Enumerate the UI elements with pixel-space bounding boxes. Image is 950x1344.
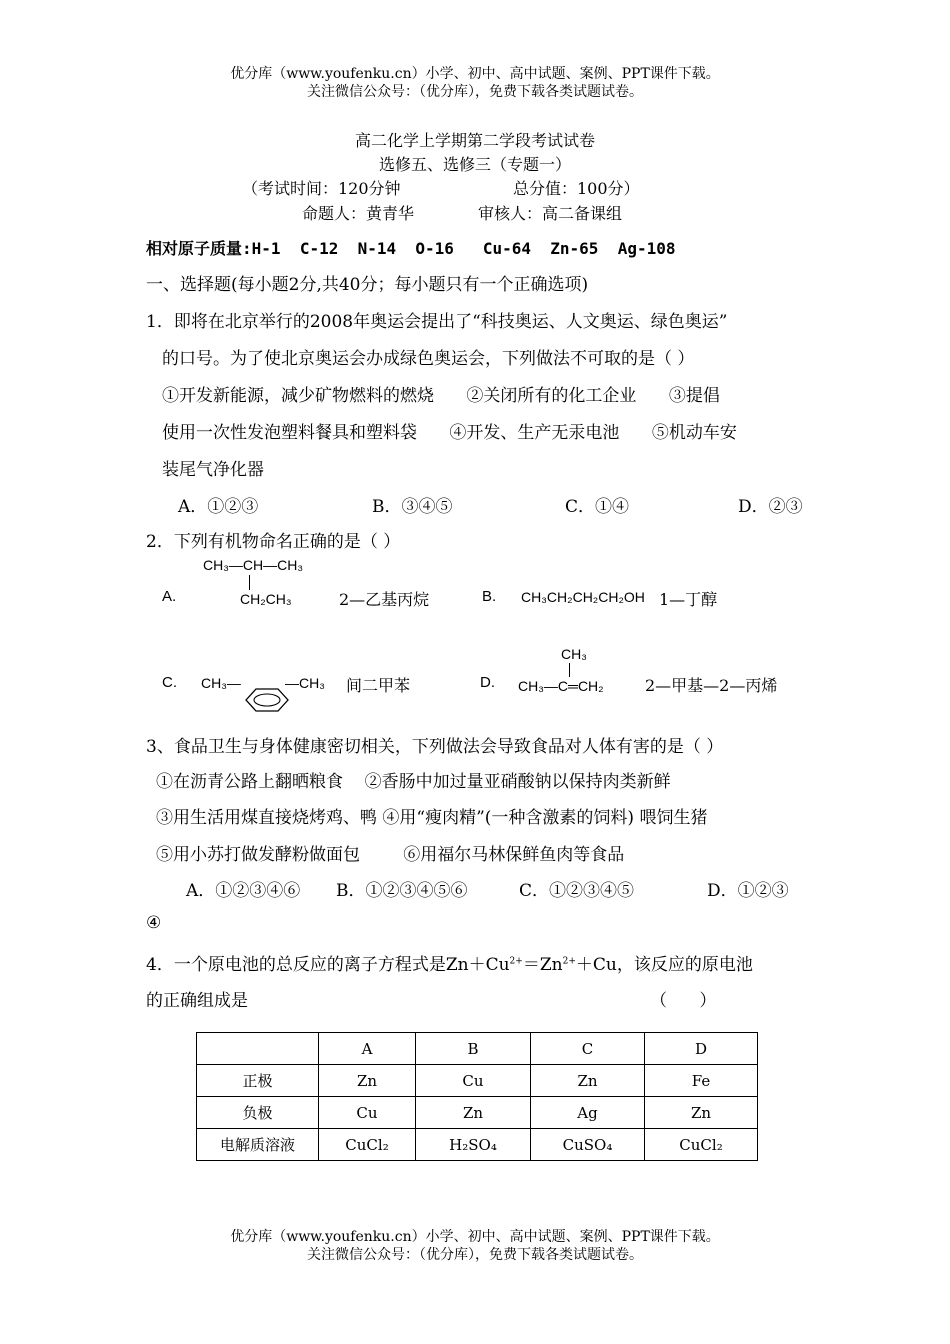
q1-line-2: 的口号。为了使北京奥运会办成绿色奥运会，下列做法不可取的是（ ） — [162, 349, 695, 369]
q2-a-formula-top: CH₃—CH—CH₃ — [203, 557, 304, 573]
q4-stem-mid: ＝Zn — [522, 955, 563, 975]
q2-a-name: 2—乙基丙烷 — [339, 590, 430, 609]
table-cell: Zn — [531, 1065, 645, 1097]
table-cell: 负极 — [197, 1097, 319, 1129]
table-header-cell: A — [319, 1033, 416, 1065]
table-cell: Zn — [645, 1097, 758, 1129]
q4-stem-post: ＋Cu，该反应的原电池 — [575, 955, 753, 975]
table-row — [197, 1129, 758, 1161]
q4-line-2: 的正确组成是 — [146, 991, 248, 1011]
q2-d-formula-main: CH₃—C═CH₂ — [518, 678, 604, 694]
q3-option-d-wrap: ④ — [146, 913, 162, 933]
exam-time: （考试时间：120分钟 — [242, 179, 401, 198]
table-row — [197, 1097, 758, 1129]
section-heading: 一、选择题(每小题2分,共40分；每小题只有一个正确选项) — [146, 275, 589, 295]
q3-line-2: ③用生活用煤直接烧烤鸡、鸭 ④用“瘦肉精”(一种含激素的饲料) 喂饲生猪 — [156, 808, 708, 828]
exam-subtitle: 选修五、选修三（专题一） — [378, 155, 571, 174]
table-header-cell — [197, 1033, 319, 1065]
table-cell: H₂SO₄ — [416, 1129, 531, 1161]
table-cell: Zn — [319, 1065, 416, 1097]
q1-line-5: 装尾气净化器 — [162, 460, 264, 480]
q2-stem: 2．下列有机物命名正确的是（ ） — [146, 532, 401, 552]
q2-c-name: 间二甲苯 — [346, 676, 411, 695]
header-line-2: 关注微信公众号：（优分库），免费下载各类试题试卷。 — [307, 84, 643, 100]
table-header-cell: C — [531, 1033, 645, 1065]
q4-stem — [146, 950, 753, 975]
table-cell: Fe — [645, 1065, 758, 1097]
q2-d-name: 2—甲基—2—丙烯 — [645, 676, 778, 695]
q2-a-formula-bottom: CH₂CH₃ — [240, 591, 292, 607]
table-cell: Cu — [416, 1065, 531, 1097]
exam-title: 高二化学上学期第二学段考试试卷 — [354, 131, 595, 150]
table-cell: Cu — [319, 1097, 416, 1129]
table-cell: 电解质溶液 — [197, 1129, 319, 1161]
exam-reviewer: 审核人：高二备课组 — [478, 204, 623, 223]
q3-option-a: A．①②③④⑥ — [186, 881, 301, 901]
q2-a-bond — [249, 575, 250, 590]
q3-option-b: B．①②③④⑤⑥ — [336, 881, 468, 901]
q1-option-c: C．①④ — [565, 497, 630, 517]
q3-option-d: D．①②③ — [707, 881, 789, 901]
q1-option-d: D．②③ — [738, 497, 803, 517]
q1-option-b: B．③④⑤ — [372, 497, 453, 517]
q1-line-4: 使用一次性发泡塑料餐具和塑料袋 ④开发、生产无汞电池 ⑤机动车安 — [162, 423, 737, 443]
header-line-1: 优分库（www.youfenku.cn）小学、初中、高中试题、案例、PPT课件下载。 — [230, 66, 720, 82]
exam-score: 总分值：100分） — [513, 179, 640, 198]
table-header-cell: D — [645, 1033, 758, 1065]
table-cell: CuCl₂ — [319, 1129, 416, 1161]
table-cell: Ag — [531, 1097, 645, 1129]
q1-line-3: ①开发新能源，减少矿物燃料的燃烧 ②关闭所有的化工企业 ③提倡 — [162, 386, 720, 406]
q2-b-formula: CH₃CH₂CH₂CH₂OH — [521, 589, 645, 605]
q2-d-label: D. — [480, 674, 495, 691]
atomic-mass-label: 相对原子质量 — [146, 239, 243, 258]
q3-line-1: ①在沥青公路上翻晒粮食 ②香肠中加过量亚硝酸钠以保持肉类新鲜 — [156, 772, 671, 792]
q2-d-bond — [569, 663, 570, 677]
q2-a-label: A. — [162, 588, 177, 605]
q3-option-c: C．①②③④⑤ — [519, 881, 635, 901]
benzene-ring-icon — [244, 686, 290, 714]
table-cell: Zn — [416, 1097, 531, 1129]
q2-c-right: —CH₃ — [285, 675, 325, 691]
q4-sup-zn: 2+ — [562, 956, 576, 967]
q4-stem-pre: 4．一个原电池的总反应的离子方程式是Zn＋Cu — [146, 955, 510, 975]
table-row — [197, 1065, 758, 1097]
q3-stem: 3、食品卫生与身体健康密切相关，下列做法会导致食品对人体有害的是（ ） — [146, 737, 724, 757]
q2-c-left: CH₃— — [201, 675, 241, 691]
q1-line-1: 1．即将在北京举行的2008年奥运会提出了“科技奥运、人文奥运、绿色奥运” — [146, 312, 728, 332]
exam-author: 命题人：黄青华 — [302, 204, 415, 223]
q4-answer-paren: （ ） — [650, 991, 717, 1011]
q3-line-3: ⑤用小苏打做发酵粉做面包 ⑥用福尔马林保鲜鱼肉等食品 — [156, 845, 625, 865]
table-cell: CuCl₂ — [645, 1129, 758, 1161]
table-header-cell: B — [416, 1033, 531, 1065]
q1-option-a: A．①②③ — [178, 497, 259, 517]
q2-b-label: B. — [482, 588, 497, 605]
atomic-mass-line — [146, 236, 676, 259]
footer-line-2: 关注微信公众号：（优分库），免费下载各类试题试卷。 — [307, 1247, 643, 1263]
footer-line-1: 优分库（www.youfenku.cn）小学、初中、高中试题、案例、PPT课件下载。 — [230, 1229, 720, 1245]
atomic-mass-values: :H-1 C-12 N-14 O-16 Cu-64 Zn-65 Ag-108 — [242, 239, 676, 258]
q2-c-label: C. — [162, 674, 177, 691]
battery-table — [196, 1032, 758, 1161]
table-header-row — [197, 1033, 758, 1065]
q2-b-name: 1—丁醇 — [659, 590, 718, 609]
q4-sup-cu: 2+ — [509, 956, 523, 967]
table-cell: CuSO₄ — [531, 1129, 645, 1161]
q2-d-formula-top: CH₃ — [561, 646, 587, 662]
table-cell: 正极 — [197, 1065, 319, 1097]
